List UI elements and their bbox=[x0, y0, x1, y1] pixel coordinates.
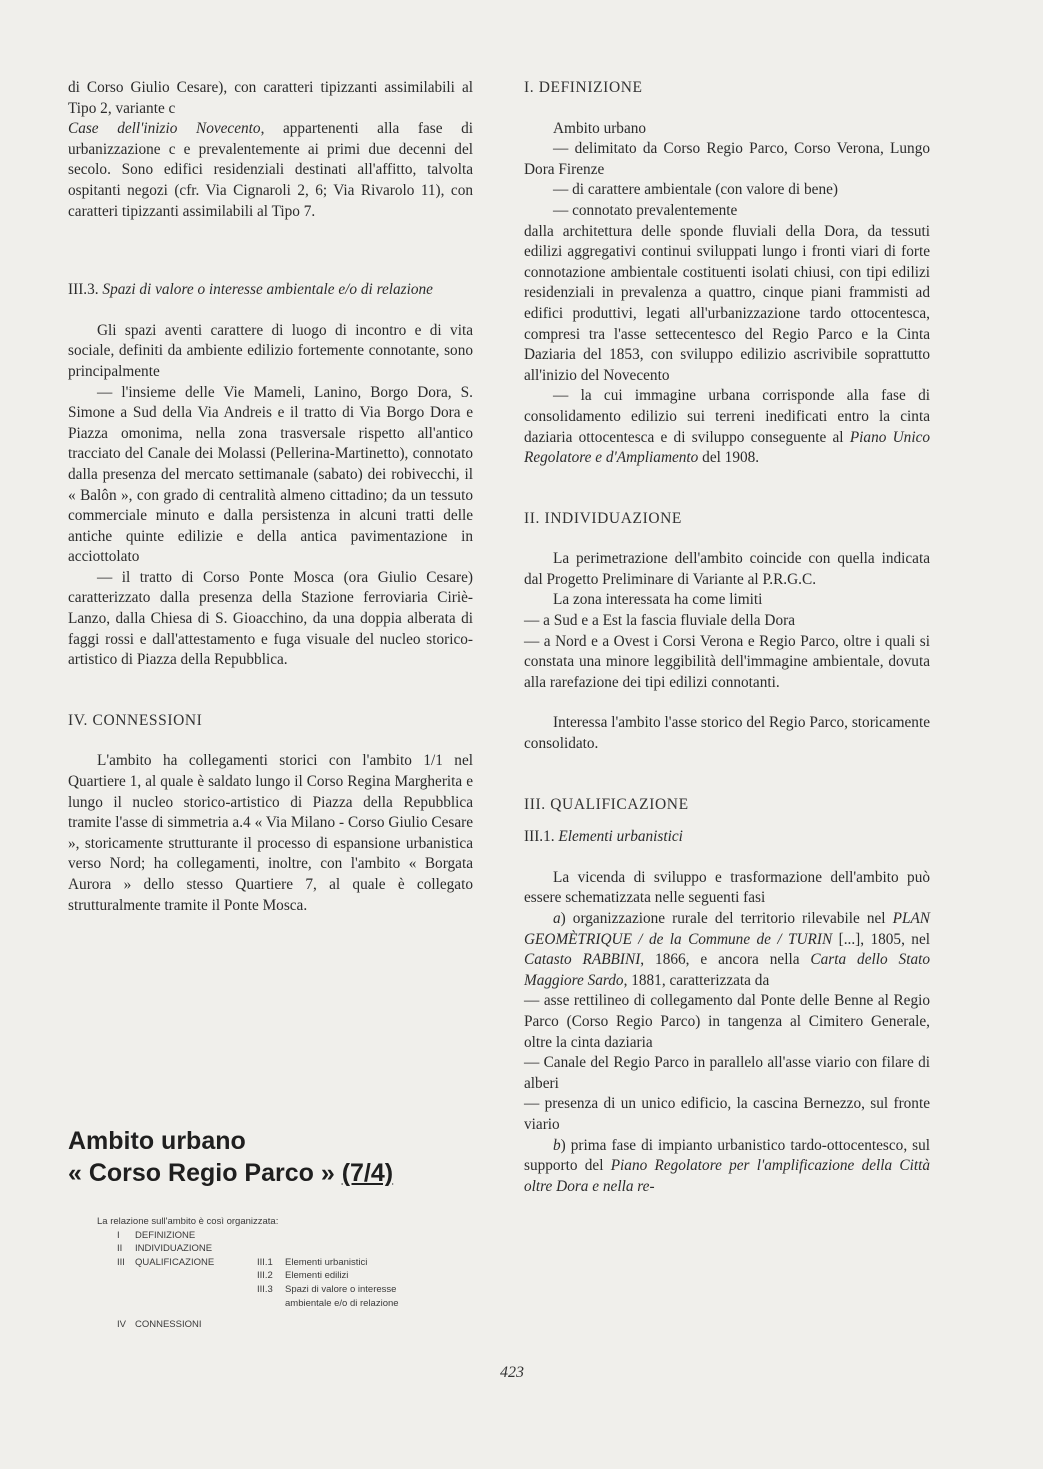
subsection-heading bbox=[68, 280, 473, 301]
paragraph: dalla architettura delle sponde fluviali della Dora, da tessuti edilizi aggregativi continui sviluppati lungo i fronti viari di forte connotazione ambientale costituenti isolati chiusi, con tipi edilizi residenziali in prevalenza a quattro, cinque piani frammisti ad edifici produttivi, legati all'urbanizzazione tardo ottocentesca, compresi tra l'asse settecentesco del Regio Parco e la Cinta Daziaria del 1853, con sviluppo edilizio ascrivibile soprattutto all'inizio del Novecento bbox=[524, 222, 930, 384]
paragraph: — connotato prevalentemente bbox=[553, 201, 738, 219]
toc-entry: INDIVIDUAZIONE bbox=[135, 1243, 213, 1255]
paragraph: — di carattere ambientale (con valore di bene) bbox=[553, 181, 838, 199]
paragraph bbox=[524, 386, 930, 468]
title-line-1: Ambito urbano bbox=[68, 1127, 246, 1155]
toc-subentry: Elementi edilizi bbox=[285, 1270, 349, 1282]
section-heading: IV. CONNESSIONI bbox=[68, 711, 203, 729]
paragraph: L'ambito ha collegamenti storici con l'ambito 1/1 nel Quartiere 1, al quale è saldato lungo il Corso Regina Margherita e lungo il nucleo storico-artistico di Piazza della Repubblica tramite l'asse di simmetria a.4 « Via Milano - Corso Giulio Cesare », storicamente strutturante il processo di espansione urbanistica verso Nord; ha collegamenti, inoltre, con l'ambito « Borgata Aurora » dello stesso Quartiere 7, al quale è collegato strutturalmente tramite il Ponte Mosca. bbox=[68, 752, 473, 914]
subsection-title: Spazi di valore o interesse ambientale e/o di relazione bbox=[102, 281, 433, 299]
toc-number: III bbox=[117, 1256, 125, 1268]
paragraph bbox=[524, 909, 930, 991]
paragraph: La zona interessata ha come limiti bbox=[553, 591, 763, 609]
paragraph-text: — la cui immagine urbana corrisponde alla fase di consolidamento edilizio sui terreni inedificati entro la cinta daziaria ottocentesca e di sviluppo conseguente al bbox=[524, 387, 930, 446]
subsection-number: III.3. bbox=[68, 281, 99, 299]
italic-term: Carta dello Stato Maggiore Sardo bbox=[524, 951, 930, 989]
subsection-heading bbox=[524, 827, 930, 848]
paragraph-text: del 1908. bbox=[698, 449, 760, 467]
italic-term: Piano Regolatore per l'amplificazione della Città oltre Dora e nella re- bbox=[524, 1157, 930, 1195]
paragraph-text: , 1881, caratterizzata da bbox=[623, 971, 770, 989]
list-letter: a bbox=[553, 910, 561, 927]
paragraph-text: ) organizzazione rurale del territorio rilevabile nel bbox=[560, 910, 893, 927]
section-heading: I. DEFINIZIONE bbox=[524, 79, 643, 96]
paragraph: di Corso Giulio Cesare), con caratteri tipizzanti assimilabili al Tipo 2, variante c bbox=[68, 79, 473, 117]
left-column bbox=[68, 78, 473, 916]
ambito-title bbox=[68, 1125, 488, 1189]
paragraph: — asse rettilineo di collegamento dal Ponte delle Benne al Regio Parco (Corso Regio Parco) in tangenza al Cimitero Generale, oltre la cinta daziaria bbox=[524, 992, 930, 1051]
section-heading: III. QUALIFICAZIONE bbox=[524, 795, 689, 813]
right-column bbox=[524, 78, 930, 1197]
page-number: 423 bbox=[500, 1364, 524, 1381]
toc-entry: DEFINIZIONE bbox=[135, 1229, 196, 1241]
paragraph-text: , 1866, e ancora nella bbox=[640, 951, 811, 969]
paragraph-text: ) prima fase di impianto urbanistico tardo-ottocentesco, sul supporto del bbox=[524, 1136, 930, 1175]
toc-entry: CONNESSIONI bbox=[135, 1319, 202, 1331]
table-of-contents bbox=[97, 1215, 477, 1332]
toc-number: IV bbox=[117, 1319, 126, 1331]
toc-subnumber: III.3 bbox=[257, 1283, 273, 1295]
subsection-title: Elementi urbanistici bbox=[558, 828, 683, 846]
paragraph: La perimetrazione dell'ambito coincide con quella indicata dal Progetto Preliminare di Variante al P.R.G.C. bbox=[524, 550, 930, 588]
paragraph-text: [...], 1805, nel bbox=[832, 930, 930, 948]
toc-subentry: Spazi di valore o interesse bbox=[285, 1283, 397, 1295]
italic-term: Case dell'inizio Novecento bbox=[68, 120, 261, 138]
paragraph: — a Nord e a Ovest i Corsi Verona e Regio Parco, oltre i quali si constata una minore leggibilità dell'immagine ambientale, dovuta alla rarefazione dei tipi edilizi connotanti. bbox=[524, 632, 930, 691]
paragraph: Gli spazi aventi carattere di luogo di incontro e di vita sociale, definiti da ambiente edilizio fortemente connotante, sono principalmente bbox=[68, 321, 473, 380]
paragraph: Ambito urbano bbox=[553, 119, 647, 137]
toc-number: II bbox=[117, 1243, 123, 1255]
toc-intro: La relazione sull'ambito è così organizzata: bbox=[97, 1216, 279, 1227]
list-letter: b bbox=[553, 1136, 561, 1154]
toc-subnumber: III.1 bbox=[257, 1256, 273, 1268]
paragraph bbox=[524, 1136, 930, 1198]
toc-subentry: Elementi urbanistici bbox=[285, 1256, 368, 1268]
title-code: (7/4) bbox=[341, 1159, 394, 1187]
paragraph: — a Sud e a Est la fascia fluviale della Dora bbox=[524, 612, 795, 630]
paragraph: La vicenda di sviluppo e trasformazione dell'ambito può essere schematizzata nelle seguenti fasi bbox=[524, 868, 930, 907]
italic-term: Catasto RABBINI bbox=[524, 951, 641, 969]
paragraph-text: , appartenenti alla fase di urbanizzazione c e prevalentemente ai primi due decenni del secolo. Sono edifici residenziali destinati all'affitto, talvolta ospitanti negozi (cfr. Via Cignaroli 2, 6; Via Rivarolo 11), con caratteri tipizzanti assimilabili al Tipo 7. bbox=[68, 120, 473, 220]
paragraph: — il tratto di Corso Ponte Mosca (ora Giulio Cesare) caratterizzato dalla presenza della Stazione ferroviaria Ciriè-Lanzo, dalla Chiesa di S. Gioacchino, da una doppia alberata di faggi rossi e dall'attestamento e fuga visuale del nucleo storico-artistico di Piazza della Repubblica. bbox=[68, 568, 473, 669]
italic-term: Piano Unico Regolatore e d'Ampliamento bbox=[524, 428, 931, 467]
paragraph bbox=[68, 119, 473, 222]
toc-number: I bbox=[117, 1229, 120, 1241]
paragraph: Interessa l'ambito l'asse storico del Regio Parco, storicamente consolidato. bbox=[524, 714, 930, 753]
toc-subentry: ambientale e/o di relazione bbox=[285, 1297, 399, 1309]
section-heading: II. INDIVIDUAZIONE bbox=[524, 509, 683, 527]
paragraph: — l'insieme delle Vie Mameli, Lanino, Borgo Dora, S. Simone a Sud della Via Andreis e il tratto di Via Borgo Dora e Piazza omonima, nella zona trasversale rispetto all'antico tracciato del Canale dei Molassi (Pellerina-Martinetto), connotato dalla presenza del mercato settimanale (sabato) dei robivecchi, il « Balôn », con grado di centralità almeno cittadino; da un tessuto commerciale minuto e dalla persistenza in alcuni tratti delle antiche quinte edilizie e della antica pavimentazione in acciottolato bbox=[68, 383, 473, 566]
title-line-2: « Corso Regio Parco » bbox=[68, 1159, 335, 1187]
toc-subnumber: III.2 bbox=[257, 1270, 273, 1282]
italic-term: PLAN GEOMÈTRIQUE / de la Commune de / TURIN bbox=[524, 910, 930, 948]
toc-entry: QUALIFICAZIONE bbox=[135, 1256, 215, 1268]
paragraph: — delimitato da Corso Regio Parco, Corso Verona, Lungo Dora Firenze bbox=[524, 140, 930, 178]
paragraph: — presenza di un unico edificio, la cascina Bernezzo, sul fronte viario bbox=[524, 1095, 930, 1133]
paragraph: — Canale del Regio Parco in parallelo all'asse viario con filare di alberi bbox=[524, 1054, 930, 1092]
subsection-number: III.1. bbox=[524, 828, 555, 846]
